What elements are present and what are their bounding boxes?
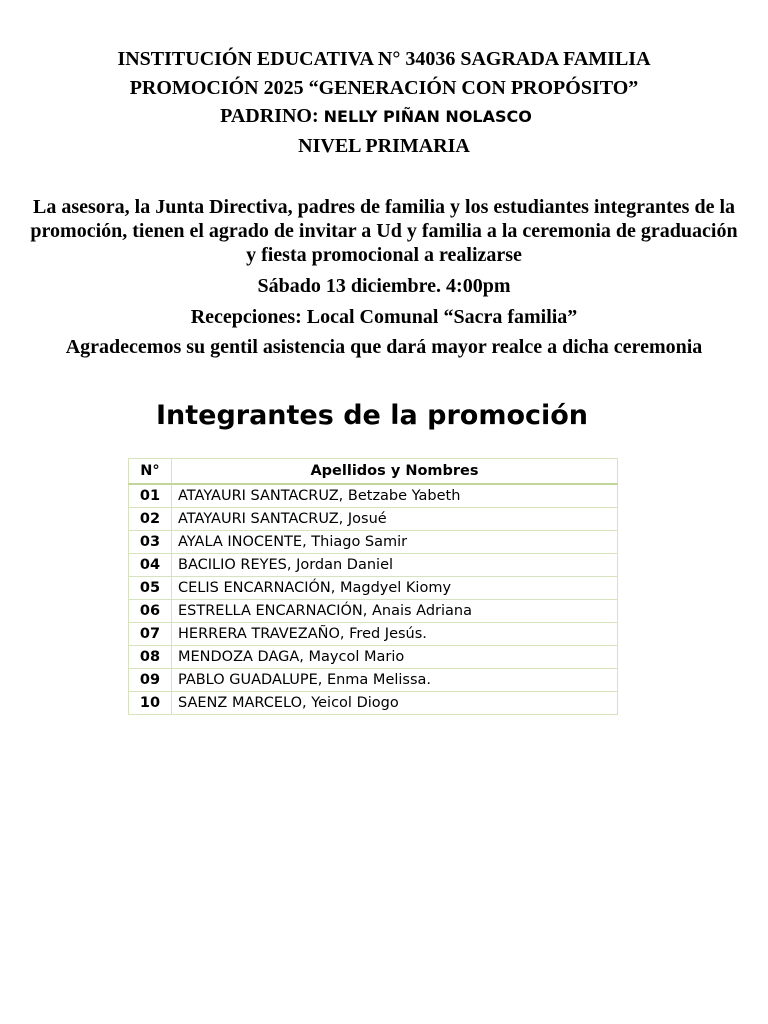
- table-row: [129, 623, 618, 646]
- table-header-row: [129, 459, 618, 485]
- padrino-label: PADRINO:: [220, 105, 319, 127]
- row-name: ATAYAURI SANTACRUZ, Josué: [172, 508, 618, 531]
- row-number: 09: [129, 669, 172, 692]
- table-row: [129, 600, 618, 623]
- table-row: [129, 484, 618, 508]
- padrino-line: [0, 104, 760, 129]
- table-row: [129, 669, 618, 692]
- row-name: ATAYAURI SANTACRUZ, Betzabe Yabeth: [172, 484, 618, 508]
- table-row: [129, 646, 618, 669]
- event-date: Sábado 13 diciembre. 4:00pm: [257, 275, 511, 297]
- row-name: AYALA INOCENTE, Thiago Samir: [172, 531, 618, 554]
- row-name: ESTRELLA ENCARNACIÓN, Anais Adriana: [172, 600, 618, 623]
- padrino-name: NELLY PIÑAN NOLASCO: [323, 107, 532, 126]
- table-row: [129, 508, 618, 531]
- invitation-paragraph: La asesora, la Junta Directiva, padres de familia y los estudiantes integrantes de la promoción, tienen el agrado de invitar a Ud y familia a la ceremonia de graduación y fiesta promocional a realizarse: [30, 196, 738, 266]
- row-name: SAENZ MARCELO, Yeicol Diogo: [172, 692, 618, 715]
- row-number: 06: [129, 600, 172, 623]
- row-number: 02: [129, 508, 172, 531]
- row-number: 04: [129, 554, 172, 577]
- table-row: [129, 531, 618, 554]
- row-number: 08: [129, 646, 172, 669]
- row-number: 07: [129, 623, 172, 646]
- header-names: Apellidos y Nombres: [172, 459, 618, 485]
- row-number: 03: [129, 531, 172, 554]
- members-title: Integrantes de la promoción: [155, 400, 589, 431]
- event-venue: Recepciones: Local Comunal “Sacra familia”: [190, 306, 578, 328]
- promotion-name: PROMOCIÓN 2025 “GENERACIÓN CON PROPÓSITO”: [129, 77, 639, 99]
- school-name: INSTITUCIÓN EDUCATIVA N° 34036 SAGRADA FAMILIA: [117, 48, 651, 70]
- level-heading: NIVEL PRIMARIA: [298, 135, 470, 157]
- row-number: 05: [129, 577, 172, 600]
- table-row: [129, 554, 618, 577]
- header-number: N°: [129, 459, 172, 485]
- thanks-line: Agradecemos su gentil asistencia que dará mayor realce a dicha ceremonia: [65, 336, 703, 358]
- row-name: HERRERA TRAVEZAÑO, Fred Jesús.: [172, 623, 618, 646]
- row-name: MENDOZA DAGA, Maycol Mario: [172, 646, 618, 669]
- row-name: CELIS ENCARNACIÓN, Magdyel Kiomy: [172, 577, 618, 600]
- row-number: 01: [129, 484, 172, 508]
- row-number: 10: [129, 692, 172, 715]
- table-row: [129, 577, 618, 600]
- row-name: PABLO GUADALUPE, Enma Melissa.: [172, 669, 618, 692]
- members-table: [128, 458, 618, 715]
- row-name: BACILIO REYES, Jordan Daniel: [172, 554, 618, 577]
- table-row: [129, 692, 618, 715]
